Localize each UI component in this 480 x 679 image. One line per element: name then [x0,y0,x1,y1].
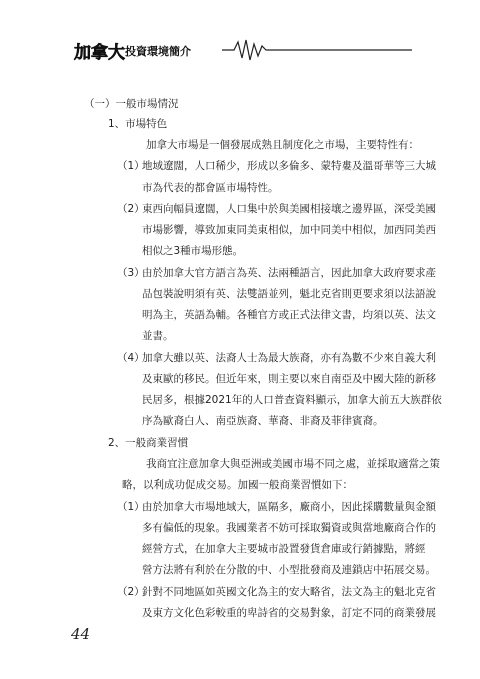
list-item-line: 東西向幅員遼闊，人口集中於與美國相接壤之邊界區，深受美國 [142,203,436,215]
subsection-heading-2: 2、一般商業習慣 [108,437,189,449]
header-title-sub: 投資環境簡介 [125,45,191,58]
list-item-number: （2） [117,203,145,215]
list-item-line: 由於加拿大市場地域大，區隔多，廠商小，因此採購數量與金額 [142,501,436,513]
heartbeat-line-icon [74,36,418,64]
list-item-line: 針對不同地區如英國文化為主的安大略省，法文為主的魁北克省 [142,586,436,598]
list-item-number: （1） [117,160,145,172]
list-item-line: 相似之3種市場形態。 [142,245,244,257]
list-item-line: 加拿大雖以英、法裔人士為最大族裔，亦有為數不少來自義大利 [142,352,436,364]
list-item-line: 明為主，英語為輔。各種官方或正式法律文書，均須以英、法文 [142,309,436,321]
list-item-number: （2） [117,586,145,598]
list-item-line: 及東方文化色彩較重的卑詩省的交易對象，訂定不同的商業發展 [142,607,436,619]
page-number: 44 [71,625,91,643]
list-item-line: 及東歐的移民。但近年來，則主要以來自南亞及中國大陸的新移 [142,373,436,385]
page-header [74,36,418,64]
list-item-number: （4） [117,352,145,364]
list-item-number: （3） [117,267,145,279]
list-item-line: 由於加拿大官方語言為英、法兩種語言，因此加拿大政府要求產 [142,267,436,279]
list-item-line: 營方法將有利於在分散的中、小型批發商及連鎖店中拓展交易。 [142,564,436,576]
list-item-line: 市為代表的都會區市場特性。 [142,182,279,194]
subsection-heading-1: 1、市場特色 [108,118,168,130]
header-title-main: 加拿大 [74,43,125,63]
list-item-line: 民居多，根據2021年的人口普查資料顯示，加拿大前五大族群依 [142,394,442,406]
paragraph-intro-2: 我商宜注意加拿大與亞洲或美國市場不同之處，並採取適當之策 [146,458,440,470]
paragraph-intro-2: 略，以利成功促成交易。加國一般商業習慣如下： [122,479,353,491]
list-item-line: 序為歐裔白人、南亞族裔、華裔、非裔及菲律賓裔。 [142,415,384,427]
list-item-line: 多有偏低的現象。我國業者不妨可採取獨資或與當地廠商合作的 [142,522,436,534]
paragraph-intro-1: 加拿大市場是一個發展成熟且制度化之市場，主要特性有： [146,139,419,151]
list-item-line: 經營方式，在加拿大主要城市設置發貨倉庫或行銷據點，將經 [142,543,426,555]
list-item-line: 地域遼闊，人口稀少，形成以多倫多、蒙特婁及溫哥華等三大城 [142,160,436,172]
list-item-number: （1） [117,501,145,513]
list-item-line: 並書。 [142,330,174,342]
section-heading: （一）一般市場情況 [84,98,179,110]
list-item-line: 品包裝說明須有英、法雙語並列，魁北克省則更要求須以法語說 [142,288,436,300]
list-item-line: 市場影響，導致加東同美東相似，加中同美中相似，加西同美西 [142,224,436,236]
